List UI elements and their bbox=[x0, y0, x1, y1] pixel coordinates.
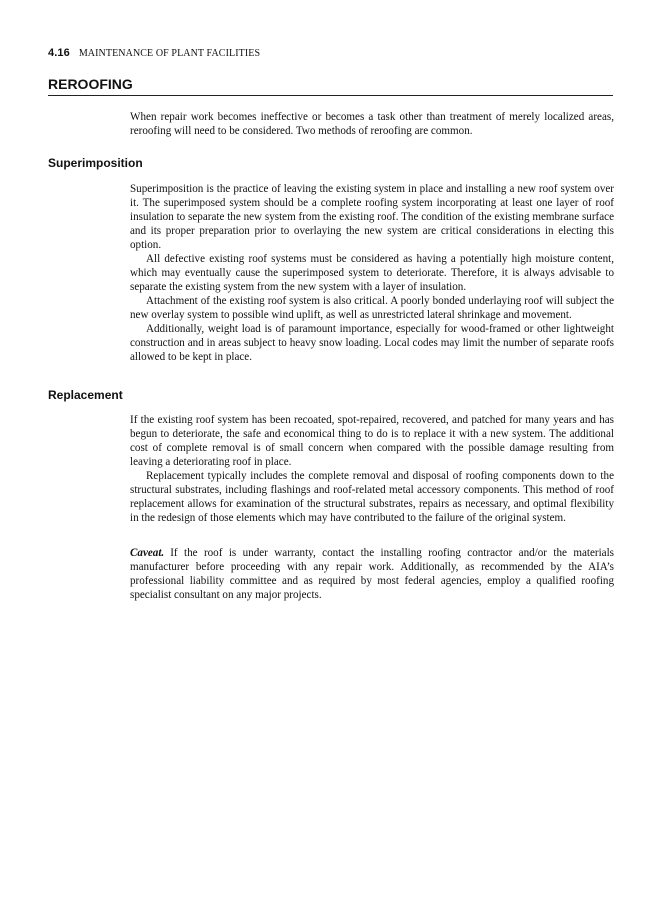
running-title: MAINTENANCE OF PLANT FACILITIES bbox=[78, 48, 261, 59]
section-title: REROOFING bbox=[48, 76, 133, 92]
superimposition-paragraph-1: Superimposition is the practice of leaving the existing system in place and installing a new roof system over it. The superimposed system should be a complete roofing system incorporating at least one layer of roof insulation to separate the new system from the existing roof. The condition of the existing membrane surface and its proper preparation prior to overlaying the new system are critical considerations in electing this option. bbox=[130, 183, 614, 251]
replacement-block bbox=[130, 413, 614, 525]
caveat-text: If the roof is under warranty, contact the installing roofing contractor and/or the materials manufacturer before proceeding with any repair work. Additionally, as recommended by the AIA’s professional liability committee and as required by most federal agencies, employ a qualified roofing specialist consultant on any major projects. bbox=[130, 547, 614, 601]
superimposition-paragraph-2: All defective existing roof systems must be considered as having a potentially high moisture content, which may eventually cause the superimposed system to deteriorate. Therefore, it is always advisable to separate the existing system from the new system with a layer of insulation. bbox=[130, 253, 614, 293]
intro-paragraph: When repair work becomes ineffective or becomes a task other than treatment of merely localized areas, reroofing will need to be considered. Two methods of reroofing are common. bbox=[130, 111, 614, 137]
replacement-paragraph-2: Replacement typically includes the complete removal and disposal of roofing components down to the structural substrates, including flashings and roof-related metal accessory components. This method of roof replacement allows for examination of the structural substrates, repairs as necessary, and optimal flexibility in the redesign of those elements which may have contributed to the failure of the original system. bbox=[130, 470, 614, 524]
superimposition-block bbox=[130, 182, 614, 364]
intro-block bbox=[130, 110, 614, 138]
replacement-heading: Replacement bbox=[48, 388, 123, 402]
superimposition-heading: Superimposition bbox=[48, 156, 143, 170]
caveat-paragraph bbox=[130, 546, 614, 602]
superimposition-paragraph-4: Additionally, weight load is of paramount importance, especially for wood-framed or other lightweight construction and in areas subject to heavy snow loading. Local codes may limit the number of separate roofs allowed to be kept in place. bbox=[130, 323, 614, 363]
page-number: 4.16 bbox=[48, 47, 70, 59]
replacement-paragraph-1: If the existing roof system has been recoated, spot-repaired, recovered, and patched for many years and has begun to deteriorate, the safe and economical thing to do is to replace it with a new system. The additional cost of complete removal is of small concern when compared with the possible damage resulting from leaving a deteriorating roof in place. bbox=[130, 414, 614, 468]
section-rule bbox=[48, 95, 613, 96]
running-head bbox=[48, 47, 260, 59]
caveat-block bbox=[130, 546, 614, 602]
caveat-label: Caveat. bbox=[130, 547, 165, 559]
superimposition-paragraph-3: Attachment of the existing roof system is also critical. A poorly bonded underlaying roof will subject the new overlay system to possible wind uplift, as well as unrestricted lateral shrinkage and movement. bbox=[130, 295, 614, 321]
